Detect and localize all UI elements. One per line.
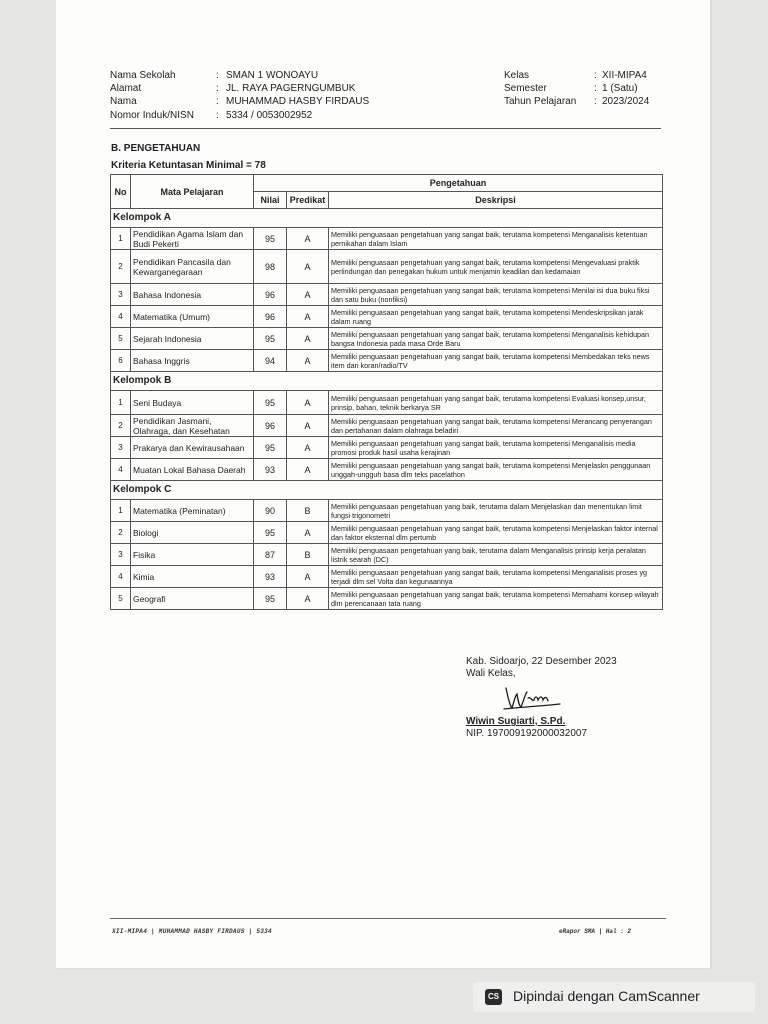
predicate-value: A bbox=[287, 350, 329, 372]
row-number: 4 bbox=[111, 459, 131, 481]
sign-place-date: Kab. Sidoarjo, 22 Desember 2023 bbox=[466, 656, 617, 667]
info-label: Semester bbox=[504, 83, 547, 94]
info-value: MUHAMMAD HASBY FIRDAUS bbox=[226, 96, 370, 107]
subject-name: Prakarya dan Kewirausahaan bbox=[131, 437, 254, 459]
info-value: 5334 / 0053002952 bbox=[226, 110, 313, 121]
header-predicate: Predikat bbox=[287, 192, 329, 209]
table-row bbox=[111, 328, 663, 350]
description-text: Memiliki penguasaan pengetahuan yang sangat baik, terutama kompetensi Mendeskripsikan jarak dalam ruang bbox=[329, 306, 663, 328]
predicate-value: A bbox=[287, 588, 329, 610]
score-value: 96 bbox=[254, 415, 287, 437]
section-title: B. PENGETAHUAN bbox=[111, 143, 201, 154]
subject-name: Bahasa Indonesia bbox=[131, 284, 254, 306]
score-value: 94 bbox=[254, 350, 287, 372]
camscanner-text: Dipindai dengan CamScanner bbox=[513, 988, 700, 1004]
sign-nip: NIP. 197009192000032007 bbox=[466, 728, 588, 739]
info-value: JL. RAYA PAGERNGUMBUK bbox=[226, 83, 356, 94]
description-text: Memiliki penguasaan pengetahuan yang sangat baik, terutama kompetensi Menilai isi dua buku fiksi dan satu buku (nonfiksi) bbox=[329, 284, 663, 306]
subject-name: Muatan Lokal Bahasa Daerah bbox=[131, 459, 254, 481]
info-label: Nomor Induk/NISN bbox=[110, 110, 194, 121]
info-label: Tahun Pelajaran bbox=[504, 96, 577, 107]
row-number: 3 bbox=[111, 544, 131, 566]
row-number: 2 bbox=[111, 522, 131, 544]
description-text: Memiliki penguasaan pengetahuan yang sangat baik, terutama kompetensi Menganalisis proses yg terjadi dlm sel Volta dan kegunaannya bbox=[329, 566, 663, 588]
subject-name: Sejarah Indonesia bbox=[131, 328, 254, 350]
row-number: 3 bbox=[111, 284, 131, 306]
sign-role: Wali Kelas, bbox=[466, 668, 516, 679]
predicate-value: A bbox=[287, 328, 329, 350]
header-divider bbox=[110, 128, 661, 129]
footer-right: eRapor SMA | Hal : 2 bbox=[559, 928, 632, 935]
description-text: Memiliki penguasaan pengetahuan yang sangat baik, terutama kompetensi Memahami konsep wilayah dlm perencanaan tata ruang bbox=[329, 588, 663, 610]
subject-name: Bahasa Inggris bbox=[131, 350, 254, 372]
predicate-value: A bbox=[287, 566, 329, 588]
info-value: SMAN 1 WONOAYU bbox=[226, 70, 319, 81]
row-number: 5 bbox=[111, 328, 131, 350]
camscanner-watermark bbox=[473, 982, 755, 1012]
group-label: Kelompok A bbox=[111, 209, 663, 228]
row-number: 6 bbox=[111, 350, 131, 372]
row-number: 4 bbox=[111, 306, 131, 328]
info-colon: : bbox=[594, 83, 597, 94]
predicate-value: A bbox=[287, 228, 329, 250]
table-row bbox=[111, 437, 663, 459]
description-text: Memiliki penguasaan pengetahuan yang sangat baik, terutama kompetensi Merancang penyerangan dan pertahanan dalam olahraga beladiri bbox=[329, 415, 663, 437]
group-row bbox=[111, 481, 663, 500]
row-number: 2 bbox=[111, 415, 131, 437]
row-number: 2 bbox=[111, 250, 131, 284]
row-number: 1 bbox=[111, 391, 131, 415]
score-value: 95 bbox=[254, 588, 287, 610]
row-number: 1 bbox=[111, 500, 131, 522]
score-value: 90 bbox=[254, 500, 287, 522]
table-row bbox=[111, 544, 663, 566]
sign-name: Wiwin Sugiarti, S.Pd. bbox=[466, 716, 566, 727]
table-row bbox=[111, 588, 663, 610]
description-text: Memiliki penguasaan pengetahuan yang sangat baik, terutama kompetensi Mengevaluasi praktik perlindungan dan penegakan hukum untuk menjamin keadilan dan kedamaian bbox=[329, 250, 663, 284]
score-value: 95 bbox=[254, 328, 287, 350]
table-row bbox=[111, 284, 663, 306]
table-row bbox=[111, 306, 663, 328]
info-label: Nama bbox=[110, 96, 137, 107]
table-row bbox=[111, 500, 663, 522]
info-value: 1 (Satu) bbox=[602, 83, 638, 94]
header-subject: Mata Pelajaran bbox=[131, 175, 254, 209]
info-label: Nama Sekolah bbox=[110, 70, 176, 81]
table-row bbox=[111, 415, 663, 437]
header-description: Deskripsi bbox=[329, 192, 663, 209]
score-value: 87 bbox=[254, 544, 287, 566]
subject-name: Kimia bbox=[131, 566, 254, 588]
info-label: Alamat bbox=[110, 83, 142, 94]
predicate-value: A bbox=[287, 391, 329, 415]
handwritten-signature bbox=[502, 684, 562, 712]
subject-name: Matematika (Peminatan) bbox=[131, 500, 254, 522]
grades-body bbox=[111, 209, 663, 610]
predicate-value: A bbox=[287, 415, 329, 437]
score-value: 93 bbox=[254, 566, 287, 588]
info-colon: : bbox=[216, 83, 219, 94]
predicate-value: A bbox=[287, 459, 329, 481]
subject-name: Geografi bbox=[131, 588, 254, 610]
description-text: Memiliki penguasaan pengetahuan yang sangat baik, terutama kompetensi Menganalisis kehidupan bangsa Indonesia pada masa Orde Baru bbox=[329, 328, 663, 350]
subject-name: Fisika bbox=[131, 544, 254, 566]
camscanner-logo-icon: CS bbox=[485, 989, 502, 1005]
row-number: 3 bbox=[111, 437, 131, 459]
table-row bbox=[111, 566, 663, 588]
header-no: No bbox=[111, 175, 131, 209]
table-row bbox=[111, 350, 663, 372]
score-value: 96 bbox=[254, 284, 287, 306]
table-row bbox=[111, 459, 663, 481]
info-colon: : bbox=[594, 70, 597, 81]
header-knowledge: Pengetahuan bbox=[254, 175, 663, 192]
subject-name: Pendidikan Agama Islam dan Budi Pekerti bbox=[131, 228, 254, 250]
footer-left: XII-MIPA4 | MUHAMMAD HASBY FIRDAUS | 5334 bbox=[112, 928, 272, 935]
subject-name: Matematika (Umum) bbox=[131, 306, 254, 328]
subject-name: Seni Budaya bbox=[131, 391, 254, 415]
group-label: Kelompok B bbox=[111, 372, 663, 391]
score-value: 95 bbox=[254, 522, 287, 544]
description-text: Memiliki penguasaan pengetahuan yang sangat baik, terutama kompetensi Menjelaskan faktor internal dan faktor eksternal dlm pertumb bbox=[329, 522, 663, 544]
description-text: Memiliki penguasaan pengetahuan yang baik, terutama dalam Menjelaskan dan menentukan limit fungsi trigonometri bbox=[329, 500, 663, 522]
info-colon: : bbox=[594, 96, 597, 107]
subject-name: Pendidikan Pancasila dan Kewarganegaraan bbox=[131, 250, 254, 284]
table-row bbox=[111, 522, 663, 544]
description-text: Memiliki penguasaan pengetahuan yang sangat baik, terutama kompetensi Membedakan teks news item dari koran/radio/TV bbox=[329, 350, 663, 372]
description-text: Memiliki penguasaan pengetahuan yang sangat baik, terutama kompetensi Menganalisis ketentuan pernikahan dalam Islam bbox=[329, 228, 663, 250]
table-row bbox=[111, 391, 663, 415]
info-colon: : bbox=[216, 96, 219, 107]
score-value: 95 bbox=[254, 391, 287, 415]
info-colon: : bbox=[216, 110, 219, 121]
score-value: 95 bbox=[254, 437, 287, 459]
predicate-value: A bbox=[287, 306, 329, 328]
group-row bbox=[111, 372, 663, 391]
predicate-value: A bbox=[287, 522, 329, 544]
score-value: 95 bbox=[254, 228, 287, 250]
predicate-value: B bbox=[287, 500, 329, 522]
report-page bbox=[56, 0, 710, 968]
description-text: Memiliki penguasaan pengetahuan yang sangat baik, terutama kompetensi Menganalisis media promosi produk hasil usaha kerajinan bbox=[329, 437, 663, 459]
predicate-value: A bbox=[287, 250, 329, 284]
description-text: Memiliki penguasaan pengetahuan yang baik, terutama dalam Menganalisis prinsip kerja peralatan listrik searah (DC) bbox=[329, 544, 663, 566]
info-label: Kelas bbox=[504, 70, 530, 81]
table-row bbox=[111, 228, 663, 250]
grades-table bbox=[110, 174, 663, 610]
header-score: Nilai bbox=[254, 192, 287, 209]
score-value: 98 bbox=[254, 250, 287, 284]
kkm-label: Kriteria Ketuntasan Minimal = 78 bbox=[111, 160, 266, 171]
table-row bbox=[111, 250, 663, 284]
signature-block bbox=[466, 656, 617, 740]
predicate-value: B bbox=[287, 544, 329, 566]
info-colon: : bbox=[216, 70, 219, 81]
score-value: 96 bbox=[254, 306, 287, 328]
row-number: 4 bbox=[111, 566, 131, 588]
footer-divider bbox=[110, 918, 666, 919]
info-value: XII-MIPA4 bbox=[602, 70, 647, 81]
description-text: Memiliki penguasaan pengetahuan yang sangat baik, terutama kompetensi Evaluasi konsep,unsur, prinsip, bahan, teknik berkarya SR bbox=[329, 391, 663, 415]
group-row bbox=[111, 209, 663, 228]
score-value: 93 bbox=[254, 459, 287, 481]
description-text: Memiliki penguasaan pengetahuan yang sangat baik, terutama kompetensi Menjelaskn penggunaan unggah-ungguh basa dlm teks pacelathon bbox=[329, 459, 663, 481]
subject-name: Pendidikan Jasmani, Olahraga, dan Kesehatan bbox=[131, 415, 254, 437]
row-number: 1 bbox=[111, 228, 131, 250]
info-value: 2023/2024 bbox=[602, 96, 650, 107]
row-number: 5 bbox=[111, 588, 131, 610]
subject-name: Biologi bbox=[131, 522, 254, 544]
predicate-value: A bbox=[287, 437, 329, 459]
predicate-value: A bbox=[287, 284, 329, 306]
group-label: Kelompok C bbox=[111, 481, 663, 500]
